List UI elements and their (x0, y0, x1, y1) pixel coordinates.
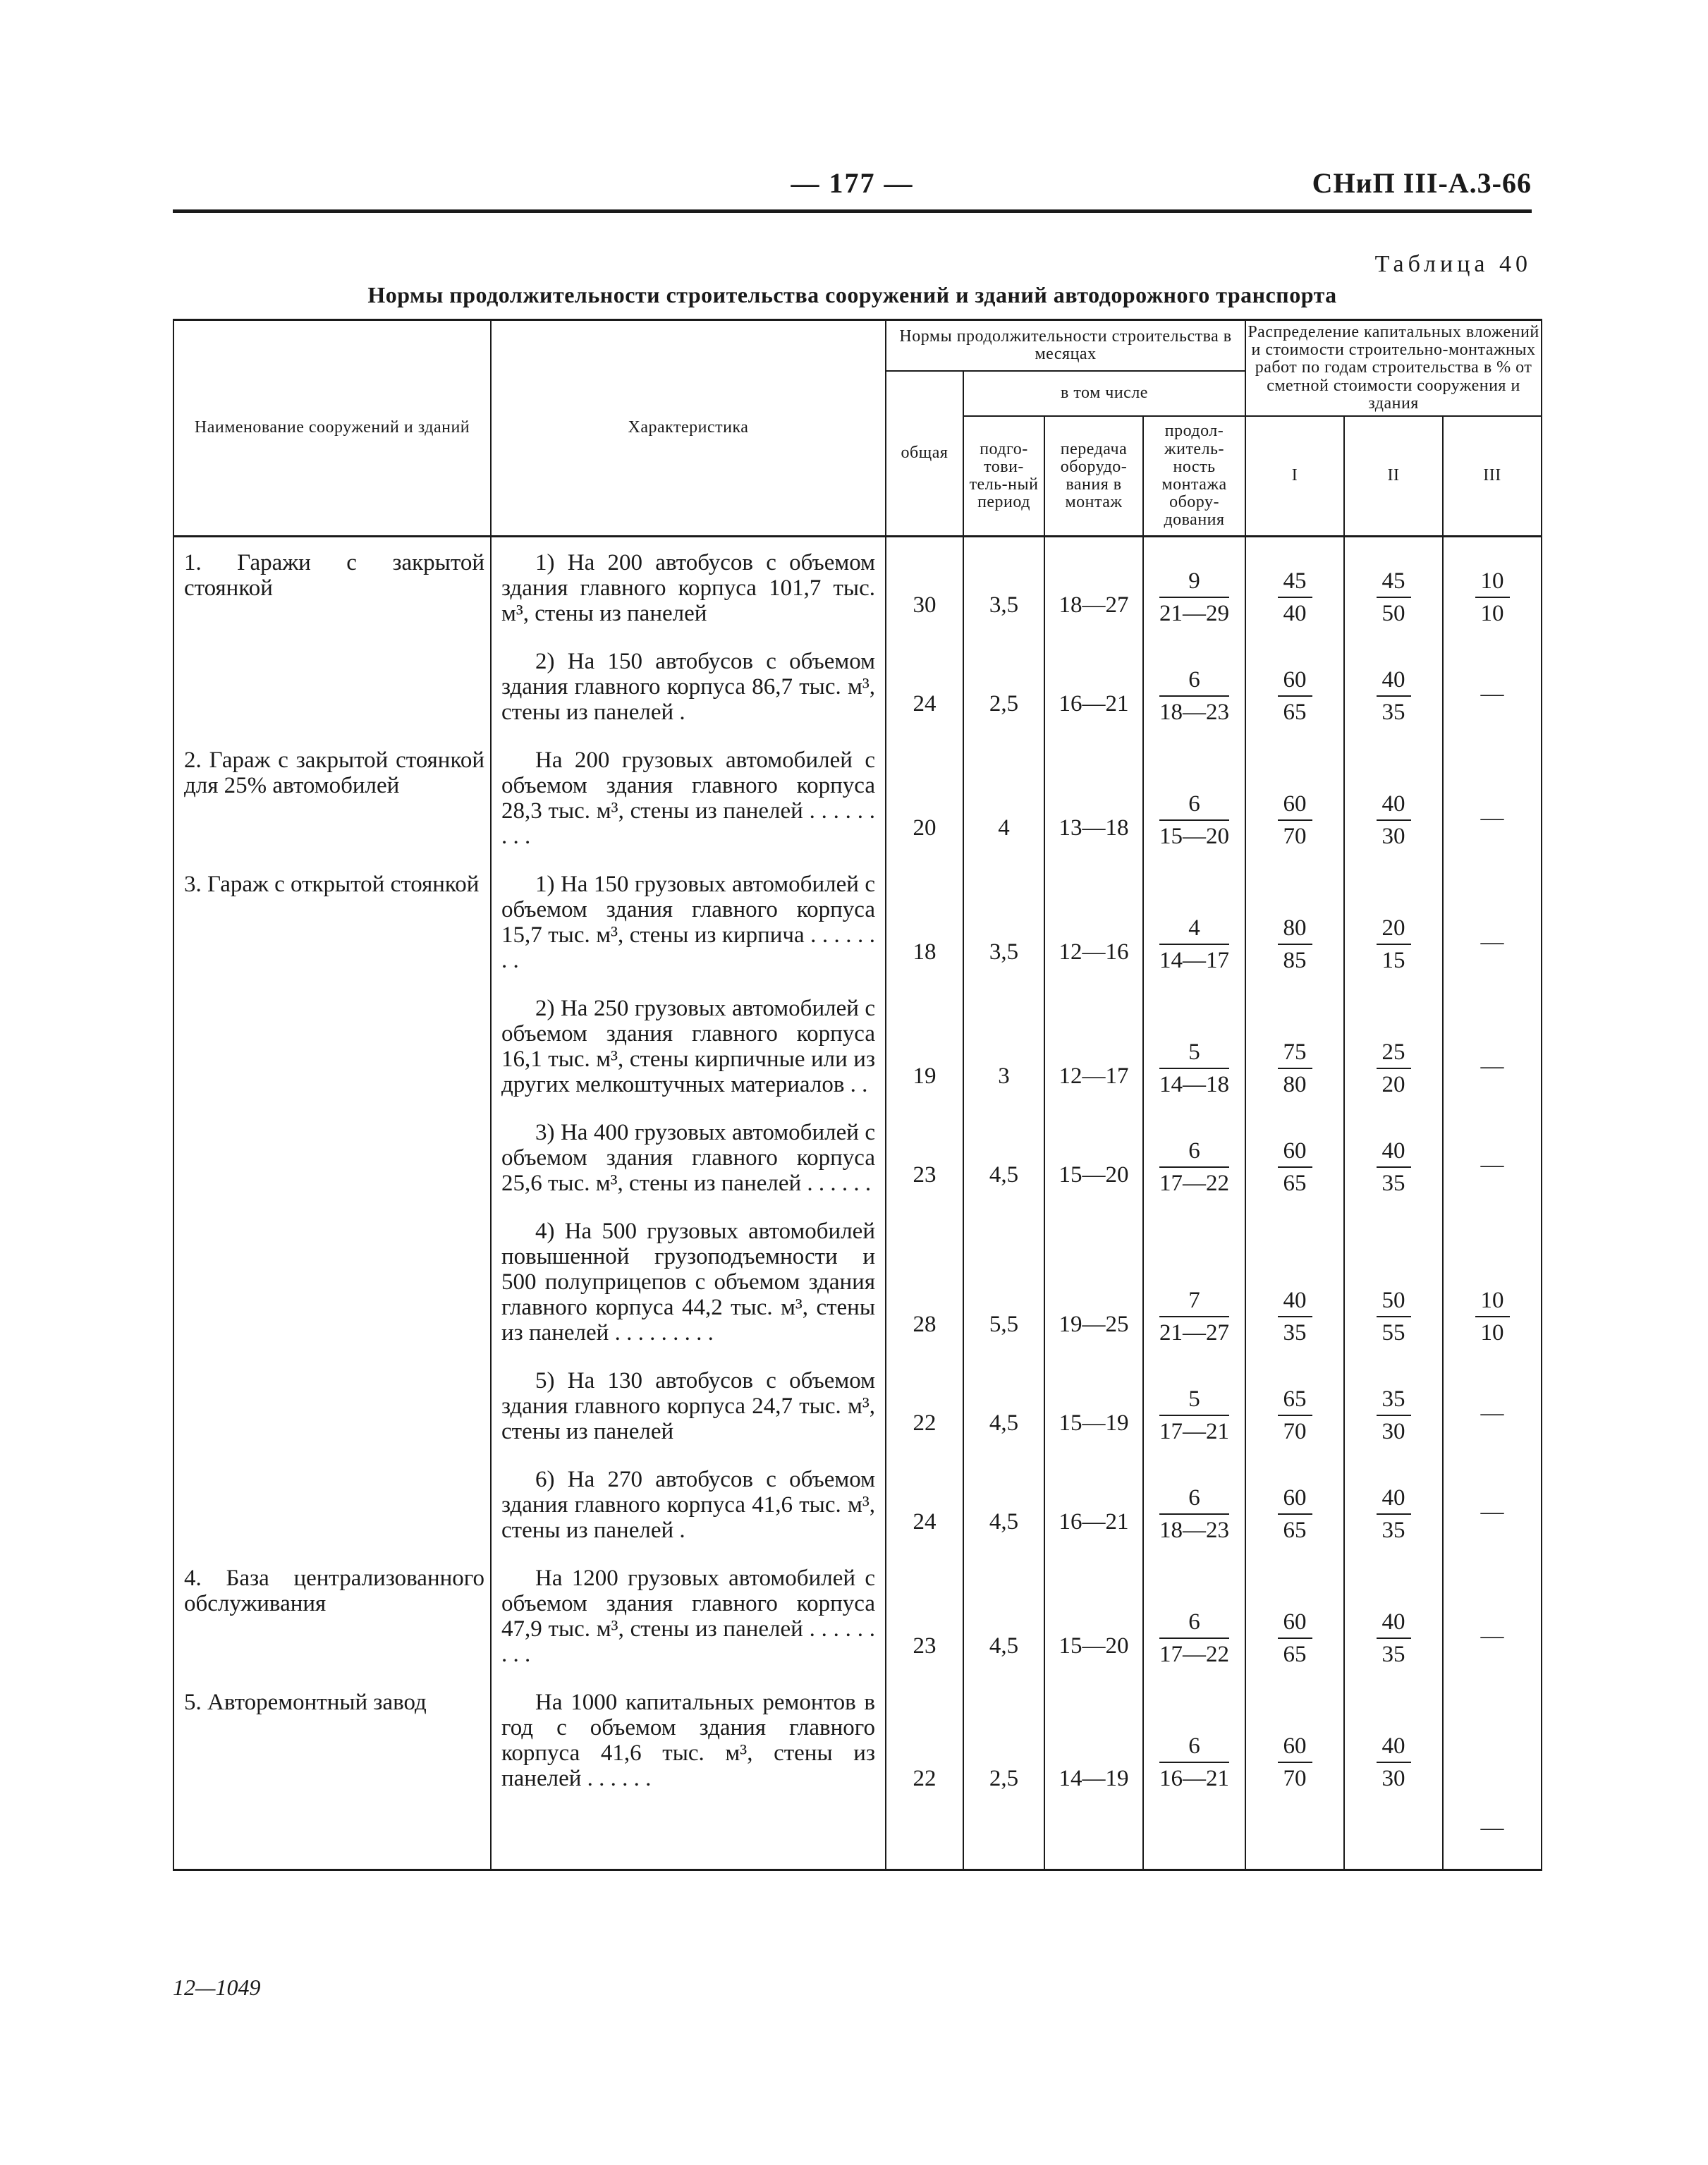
total-value: 20 (913, 815, 937, 841)
characteristic-text: На 1200 грузовых автомобилей с объемом здания главного корпуса 47,9 тыс. м³, стены из панелей . . . . . . . . . (501, 1565, 875, 1667)
total-cell (886, 1553, 963, 1677)
year-1-numerator: 75 (1278, 1039, 1312, 1069)
characteristic-cell (491, 1206, 886, 1355)
handover-value: 12—16 (1059, 939, 1129, 965)
year-2-fraction (1377, 1609, 1411, 1667)
total-cell (886, 1454, 963, 1553)
name-cell (173, 1454, 491, 1553)
year-2-denominator: 15 (1381, 947, 1405, 973)
year-3-fraction (1475, 1288, 1510, 1346)
install-numerator: 6 (1159, 1485, 1229, 1515)
year-2-denominator: 35 (1381, 1170, 1405, 1196)
year-2-denominator: 55 (1381, 1319, 1405, 1346)
year-2-fraction (1377, 1386, 1411, 1444)
prep-value: 3 (998, 1063, 1010, 1089)
characteristic-cell (491, 1355, 886, 1454)
col-header-name: Наименование сооружений и зданий (173, 320, 491, 537)
name-cell (173, 1355, 491, 1454)
col-header-prep: подго-тови-тель-ный период (963, 416, 1044, 537)
year-2-denominator: 35 (1381, 699, 1405, 725)
year-1-fraction (1278, 1039, 1312, 1097)
install-fraction (1159, 1138, 1229, 1196)
table-row (173, 1206, 1542, 1355)
year-1-cell (1245, 859, 1344, 983)
year-2-numerator: 20 (1377, 915, 1411, 945)
handover-cell (1044, 1454, 1143, 1553)
year-2-cell (1344, 859, 1443, 983)
year-1-denominator: 65 (1283, 1517, 1307, 1543)
table-header (173, 320, 1542, 537)
year-1-denominator: 40 (1283, 600, 1307, 626)
total-value: 24 (913, 1508, 937, 1535)
handover-cell (1044, 1206, 1143, 1355)
install-fraction (1159, 1386, 1229, 1444)
handover-value: 16—21 (1059, 690, 1129, 716)
year-2-fraction (1377, 1288, 1411, 1346)
install-numerator: 6 (1159, 1609, 1229, 1639)
handover-value: 14—19 (1059, 1765, 1129, 1791)
name-cell (173, 735, 491, 859)
year-2-fraction (1377, 791, 1411, 849)
year-1-cell (1245, 536, 1344, 636)
total-cell (886, 1355, 963, 1454)
year-2-fraction (1377, 1039, 1411, 1097)
install-numerator: 5 (1159, 1039, 1229, 1069)
year-3-denominator: 10 (1480, 600, 1504, 626)
year-2-numerator: 40 (1377, 1485, 1411, 1515)
year-3-cell (1443, 1206, 1542, 1355)
prep-value: 4,5 (989, 1508, 1019, 1535)
install-fraction (1159, 1485, 1229, 1543)
prep-value: 4,5 (989, 1633, 1019, 1659)
year-1-cell (1245, 1677, 1344, 1870)
year-3-cell (1443, 536, 1542, 636)
install-denominator: 21—29 (1159, 600, 1229, 626)
year-1-denominator: 70 (1283, 823, 1307, 849)
year-2-denominator: 30 (1381, 1418, 1405, 1444)
year-1-denominator: 35 (1283, 1319, 1307, 1346)
year-2-fraction (1377, 568, 1411, 626)
year-1-cell (1245, 1206, 1344, 1355)
year-3-dash: — (1480, 805, 1504, 831)
year-2-cell (1344, 1107, 1443, 1206)
install-denominator: 21—27 (1159, 1319, 1229, 1346)
total-cell (886, 735, 963, 859)
facility-name: 4. База централизованного обслуживания (184, 1565, 484, 1616)
prep-cell (963, 1553, 1044, 1677)
total-value: 24 (913, 690, 937, 716)
year-3-fraction (1475, 568, 1510, 626)
install-cell (1143, 1553, 1245, 1677)
characteristic-cell (491, 636, 886, 735)
install-cell (1143, 735, 1245, 859)
total-cell (886, 636, 963, 735)
year-3-cell (1443, 735, 1542, 859)
characteristic-text: На 200 грузовых автомобилей с объемом здания главного корпуса 28,3 тыс. м³, стены из панелей . . . . . . . . . (501, 747, 875, 849)
handover-value: 13—18 (1059, 815, 1129, 841)
install-fraction (1159, 1039, 1229, 1097)
handover-cell (1044, 536, 1143, 636)
year-2-cell (1344, 1553, 1443, 1677)
total-value: 22 (913, 1410, 937, 1436)
col-header-handover: передача оборудо-вания в монтаж (1044, 416, 1143, 537)
year-2-numerator: 40 (1377, 1609, 1411, 1639)
year-2-denominator: 30 (1381, 1765, 1405, 1791)
year-3-cell (1443, 1677, 1542, 1870)
year-1-denominator: 85 (1283, 947, 1307, 973)
prep-cell (963, 1355, 1044, 1454)
year-2-fraction (1377, 915, 1411, 973)
characteristic-cell (491, 1677, 886, 1870)
total-cell (886, 859, 963, 983)
norms-table (173, 319, 1542, 1871)
install-denominator: 14—18 (1159, 1071, 1229, 1097)
year-3-cell (1443, 1355, 1542, 1454)
col-header-total: общая (886, 371, 963, 536)
characteristic-cell (491, 536, 886, 636)
year-2-denominator: 20 (1381, 1071, 1405, 1097)
year-1-numerator: 40 (1278, 1288, 1312, 1317)
characteristic-cell (491, 1454, 886, 1553)
handover-cell (1044, 1553, 1143, 1677)
year-1-fraction (1278, 1485, 1312, 1543)
table-number: Таблица 40 (1374, 251, 1532, 277)
year-1-denominator: 65 (1283, 699, 1307, 725)
col-header-year-3: III (1443, 416, 1542, 537)
prep-value: 3,5 (989, 939, 1019, 965)
handover-cell (1044, 1355, 1143, 1454)
year-3-cell (1443, 983, 1542, 1107)
year-2-cell (1344, 1454, 1443, 1553)
year-2-cell (1344, 536, 1443, 636)
table-body (173, 536, 1542, 1870)
year-2-numerator: 35 (1377, 1386, 1411, 1416)
prep-value: 4,5 (989, 1410, 1019, 1436)
year-1-numerator: 60 (1278, 1609, 1312, 1639)
year-1-numerator: 45 (1278, 568, 1312, 598)
year-2-denominator: 30 (1381, 823, 1405, 849)
handover-cell (1044, 983, 1143, 1107)
year-2-numerator: 25 (1377, 1039, 1411, 1069)
name-cell (173, 1206, 491, 1355)
year-2-numerator: 45 (1377, 568, 1411, 598)
prep-cell (963, 983, 1044, 1107)
year-3-dash: — (1480, 1152, 1504, 1178)
year-1-cell (1245, 636, 1344, 735)
install-numerator: 4 (1159, 915, 1229, 945)
year-3-dash: — (1480, 681, 1504, 707)
characteristic-text: 2) На 250 грузовых автомобилей с объемом здания главного корпуса 16,1 тыс. м³, стены кирпичные или из других мелкоштучных материалов . . (501, 995, 875, 1097)
total-cell (886, 1107, 963, 1206)
document-code: СНиП III-А.3-66 (1312, 167, 1532, 199)
year-3-cell (1443, 859, 1542, 983)
characteristic-text: 6) На 270 автобусов с объемом здания главного корпуса 41,6 тыс. м³, стены из панелей . (501, 1466, 875, 1543)
prep-value: 2,5 (989, 1765, 1019, 1791)
handover-cell (1044, 636, 1143, 735)
table-row (173, 536, 1542, 636)
prep-cell (963, 1454, 1044, 1553)
handover-value: 15—20 (1059, 1633, 1129, 1659)
year-1-numerator: 60 (1278, 1138, 1312, 1168)
characteristic-text: 1) На 150 грузовых автомобилей с объемом здания главного корпуса 15,7 тыс. м³, стены из кирпича . . . . . . . . (501, 871, 875, 973)
year-2-numerator: 40 (1377, 791, 1411, 821)
year-2-cell (1344, 1206, 1443, 1355)
year-2-cell (1344, 983, 1443, 1107)
install-fraction (1159, 1609, 1229, 1667)
install-denominator: 18—23 (1159, 699, 1229, 725)
handover-cell (1044, 859, 1143, 983)
year-2-cell (1344, 735, 1443, 859)
year-2-numerator: 40 (1377, 1733, 1411, 1763)
year-2-numerator: 50 (1377, 1288, 1411, 1317)
year-2-fraction (1377, 1733, 1411, 1791)
table-row (173, 735, 1542, 859)
year-3-cell (1443, 1107, 1542, 1206)
characteristic-cell (491, 983, 886, 1107)
year-3-dash: — (1480, 1815, 1504, 1841)
year-1-fraction (1278, 667, 1312, 725)
install-denominator: 17—21 (1159, 1418, 1229, 1444)
total-value: 23 (913, 1161, 937, 1188)
header-rule (173, 209, 1532, 213)
table-row (173, 983, 1542, 1107)
year-3-numerator: 10 (1475, 1288, 1510, 1317)
characteristic-text: 4) На 500 грузовых автомобилей повышенной грузоподъемности и 500 полуприцепов с объемом здания главного корпуса 44,2 тыс. м³, стены из панелей . . . . . . . . . (501, 1218, 875, 1346)
characteristic-text: 1) На 200 автобусов с объемом здания главного корпуса 101,7 тыс. м³, стены из панелей (501, 549, 875, 626)
total-cell (886, 1206, 963, 1355)
table-row (173, 1677, 1542, 1870)
handover-cell (1044, 1107, 1143, 1206)
year-1-cell (1245, 1107, 1344, 1206)
install-cell (1143, 1206, 1245, 1355)
characteristic-text: 2) На 150 автобусов с объемом здания главного корпуса 86,7 тыс. м³, стены из панелей . (501, 648, 875, 725)
col-header-distribution-group: Распределение капитальных вложений и стоимости строительно-монтажных работ по годам строительства в % от сметной стоимости сооружения и здания (1245, 320, 1542, 416)
year-1-denominator: 80 (1283, 1071, 1307, 1097)
year-1-cell (1245, 735, 1344, 859)
year-3-dash: — (1480, 1499, 1504, 1525)
name-cell (173, 1107, 491, 1206)
install-denominator: 17—22 (1159, 1641, 1229, 1667)
name-cell (173, 859, 491, 983)
col-header-characteristic: Характеристика (491, 320, 886, 537)
prep-cell (963, 636, 1044, 735)
year-1-fraction (1278, 1609, 1312, 1667)
install-denominator: 18—23 (1159, 1517, 1229, 1543)
characteristic-text: 3) На 400 грузовых автомобилей с объемом здания главного корпуса 25,6 тыс. м³, стены из панелей . . . . . . (501, 1119, 875, 1196)
year-1-fraction (1278, 568, 1312, 626)
prep-value: 5,5 (989, 1311, 1019, 1337)
handover-value: 18—27 (1059, 592, 1129, 618)
year-1-numerator: 65 (1278, 1386, 1312, 1416)
year-1-fraction (1278, 1288, 1312, 1346)
install-numerator: 5 (1159, 1386, 1229, 1416)
prep-value: 4,5 (989, 1161, 1019, 1188)
year-2-fraction (1377, 1138, 1411, 1196)
year-1-fraction (1278, 1733, 1312, 1791)
install-numerator: 6 (1159, 1733, 1229, 1763)
install-cell (1143, 1677, 1245, 1870)
year-2-numerator: 40 (1377, 667, 1411, 697)
footer-signature: 12—1049 (173, 1975, 261, 2000)
facility-name: 5. Авторемонтный завод (184, 1689, 427, 1715)
year-3-dash: — (1480, 1400, 1504, 1426)
col-header-year-1: I (1245, 416, 1344, 537)
name-cell (173, 536, 491, 636)
year-1-fraction (1278, 915, 1312, 973)
characteristic-cell (491, 859, 886, 983)
handover-cell (1044, 735, 1143, 859)
install-numerator: 6 (1159, 791, 1229, 821)
table-row (173, 1553, 1542, 1677)
characteristic-text: На 1000 капитальных ремонтов в год с объемом здания главного корпуса 41,6 тыс. м³, стены из панелей . . . . . . (501, 1689, 875, 1791)
install-denominator: 15—20 (1159, 823, 1229, 849)
total-value: 18 (913, 939, 937, 965)
facility-name: 1. Гаражи с закрытой стоянкой (184, 549, 484, 601)
year-1-numerator: 60 (1278, 1485, 1312, 1515)
year-2-fraction (1377, 667, 1411, 725)
total-cell (886, 536, 963, 636)
install-fraction (1159, 568, 1229, 626)
year-3-cell (1443, 636, 1542, 735)
total-value: 30 (913, 592, 937, 618)
year-2-denominator: 50 (1381, 600, 1405, 626)
install-fraction (1159, 791, 1229, 849)
install-cell (1143, 1454, 1245, 1553)
table-row (173, 1454, 1542, 1553)
year-3-cell (1443, 1553, 1542, 1677)
year-3-dash: — (1480, 1053, 1504, 1079)
year-1-numerator: 60 (1278, 1733, 1312, 1763)
total-cell (886, 983, 963, 1107)
total-value: 23 (913, 1633, 937, 1659)
install-numerator: 9 (1159, 568, 1229, 598)
year-3-numerator: 10 (1475, 568, 1510, 598)
year-1-denominator: 65 (1283, 1170, 1307, 1196)
prep-cell (963, 1206, 1044, 1355)
year-2-fraction (1377, 1485, 1411, 1543)
year-1-cell (1245, 983, 1344, 1107)
name-cell (173, 1553, 491, 1677)
characteristic-cell (491, 735, 886, 859)
prep-value: 3,5 (989, 592, 1019, 618)
handover-value: 16—21 (1059, 1508, 1129, 1535)
prep-cell (963, 859, 1044, 983)
name-cell (173, 983, 491, 1107)
year-1-numerator: 60 (1278, 667, 1312, 697)
facility-name: 3. Гараж с открытой стоянкой (184, 871, 480, 897)
col-header-year-2: II (1344, 416, 1443, 537)
year-3-cell (1443, 1454, 1542, 1553)
year-3-dash: — (1480, 1623, 1504, 1649)
handover-value: 15—20 (1059, 1161, 1129, 1188)
prep-cell (963, 1677, 1044, 1870)
norms-table-wrapper (173, 319, 1541, 1871)
year-1-fraction (1278, 791, 1312, 849)
install-cell (1143, 1107, 1245, 1206)
page-number: — 177 — (791, 167, 914, 199)
install-fraction (1159, 667, 1229, 725)
table-title: Нормы продолжительности строительства сооружений и зданий автодорожного транспорта (367, 282, 1337, 307)
total-value: 19 (913, 1063, 937, 1089)
table-row (173, 1355, 1542, 1454)
prep-cell (963, 536, 1044, 636)
install-numerator: 6 (1159, 1138, 1229, 1168)
year-2-cell (1344, 1355, 1443, 1454)
year-1-denominator: 70 (1283, 1765, 1307, 1791)
handover-value: 15—19 (1059, 1410, 1129, 1436)
page-header (173, 161, 1532, 210)
install-cell (1143, 636, 1245, 735)
year-3-denominator: 10 (1480, 1319, 1504, 1346)
year-1-cell (1245, 1553, 1344, 1677)
name-cell (173, 1677, 491, 1870)
install-cell (1143, 1355, 1245, 1454)
handover-value: 19—25 (1059, 1311, 1129, 1337)
install-denominator: 16—21 (1159, 1765, 1229, 1791)
install-fraction (1159, 915, 1229, 973)
install-denominator: 14—17 (1159, 947, 1229, 973)
col-header-norms-group: Нормы продолжительности строительства в месяцах (886, 320, 1245, 372)
year-2-denominator: 35 (1381, 1641, 1405, 1667)
install-cell (1143, 859, 1245, 983)
install-fraction (1159, 1288, 1229, 1346)
install-cell (1143, 983, 1245, 1107)
year-2-cell (1344, 636, 1443, 735)
install-numerator: 6 (1159, 667, 1229, 697)
facility-name: 2. Гараж с закрытой стоянкой для 25% автомобилей (184, 747, 484, 798)
install-cell (1143, 536, 1245, 636)
total-cell (886, 1677, 963, 1870)
year-1-fraction (1278, 1386, 1312, 1444)
col-header-install: продол-житель-ность монтажа обору-дования (1143, 416, 1245, 537)
table-row (173, 636, 1542, 735)
install-numerator: 7 (1159, 1288, 1229, 1317)
table-row (173, 1107, 1542, 1206)
table-row (173, 859, 1542, 983)
handover-value: 12—17 (1059, 1063, 1129, 1089)
year-1-numerator: 80 (1278, 915, 1312, 945)
characteristic-cell (491, 1553, 886, 1677)
prep-cell (963, 735, 1044, 859)
year-1-numerator: 60 (1278, 791, 1312, 821)
prep-value: 2,5 (989, 690, 1019, 716)
total-value: 28 (913, 1311, 937, 1337)
year-1-denominator: 70 (1283, 1418, 1307, 1444)
prep-cell (963, 1107, 1044, 1206)
year-2-cell (1344, 1677, 1443, 1870)
name-cell (173, 636, 491, 735)
prep-value: 4 (998, 815, 1010, 841)
install-denominator: 17—22 (1159, 1170, 1229, 1196)
col-header-including: в том числе (963, 371, 1245, 416)
year-1-fraction (1278, 1138, 1312, 1196)
characteristic-cell (491, 1107, 886, 1206)
year-2-denominator: 35 (1381, 1517, 1405, 1543)
year-1-cell (1245, 1454, 1344, 1553)
year-1-cell (1245, 1355, 1344, 1454)
install-fraction (1159, 1733, 1229, 1791)
year-3-dash: — (1480, 929, 1504, 955)
year-1-denominator: 65 (1283, 1641, 1307, 1667)
characteristic-text: 5) На 130 автобусов с объемом здания главного корпуса 24,7 тыс. м³, стены из панелей (501, 1367, 875, 1444)
total-value: 22 (913, 1765, 937, 1791)
handover-cell (1044, 1677, 1143, 1870)
year-2-numerator: 40 (1377, 1138, 1411, 1168)
